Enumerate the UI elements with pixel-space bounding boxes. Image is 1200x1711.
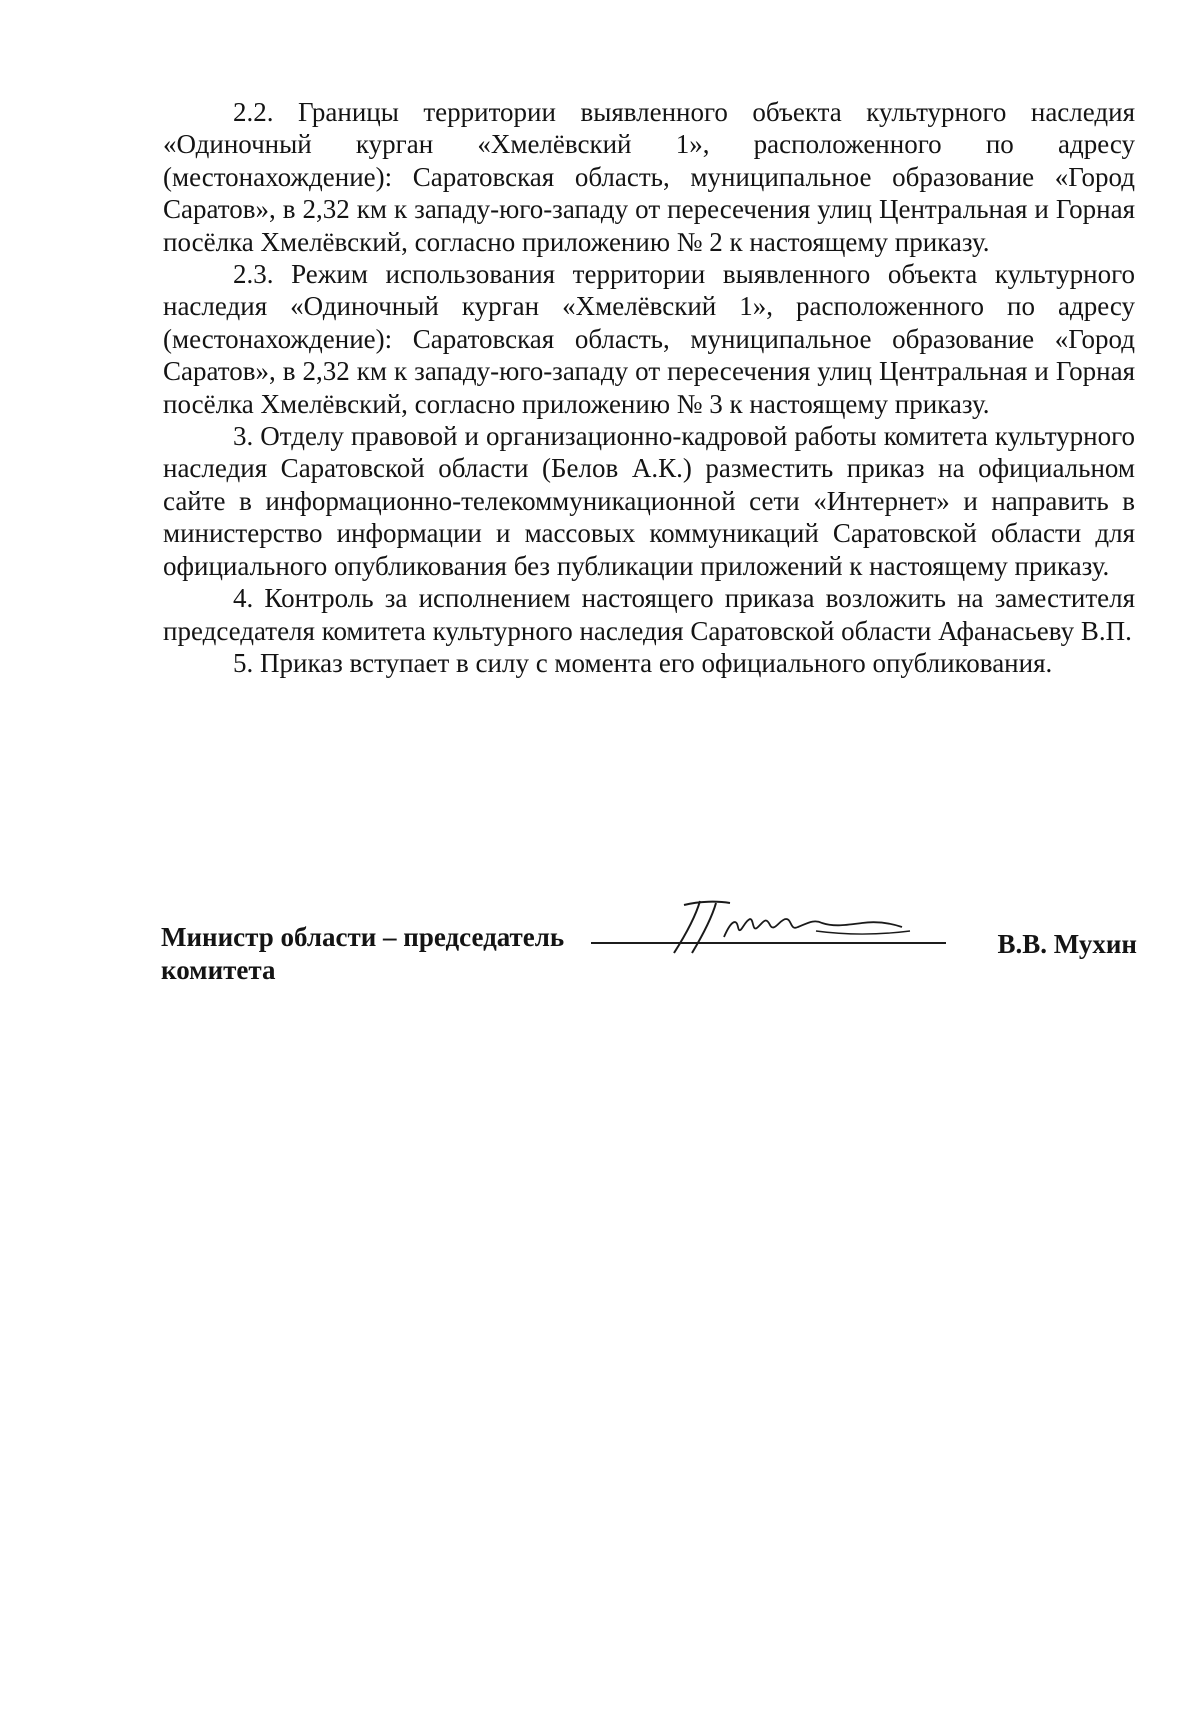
signatory-name: В.В. Мухин xyxy=(997,929,1137,959)
paragraph-2-2: 2.2. Границы территории выявленного объекта культурного наследия «Одиночный курган «Хмелёвский 1», расположенного по адресу (местонахождение): Саратовская область, муниципальное образование «Город Саратов», в 2,32 км к западу-юго-западу от пересечения улиц Центральная и Горная посёлка Хмелёвский, согласно приложению № 2 к настоящему приказу. xyxy=(163,97,1135,257)
signatory-title xyxy=(161,921,564,987)
paragraph-3: 3. Отделу правовой и организационно-кадровой работы комитета культурного наследия Саратовской области (Белов А.К.) разместить приказ на официальном сайте в информационно-телекоммуникационной сети «Интернет» и направить в министерство информации и массовых коммуникаций Саратовской области для официального опубликования без публикации приложений к настоящему приказу. xyxy=(163,421,1135,581)
signature-block xyxy=(161,921,1137,1001)
paragraph-5: 5. Приказ вступает в силу с момента его официального опубликования. xyxy=(233,647,1053,678)
signatory-title-line-1: Министр области – председатель xyxy=(161,922,565,952)
paragraph-2-3: 2.3. Режим использования территории выявленного объекта культурного наследия «Одиночный курган «Хмелёвский 1», расположенного по адресу (местонахождение): Саратовская область, муниципальное образование «Город Саратов», в 2,32 км к западу-юго-западу от пересечения улиц Центральная и Горная посёлка Хмелёвский, согласно приложению № 3 к настоящему приказу. xyxy=(163,259,1135,419)
document-body xyxy=(163,96,1135,679)
paragraph-4: 4. Контроль за исполнением настоящего приказа возложить на заместителя председателя комитета культурного наследия Саратовской области Афанасьеву В.П. xyxy=(163,583,1135,646)
handwritten-signature xyxy=(666,897,916,957)
signatory-title-line-2: комитета xyxy=(161,955,276,985)
